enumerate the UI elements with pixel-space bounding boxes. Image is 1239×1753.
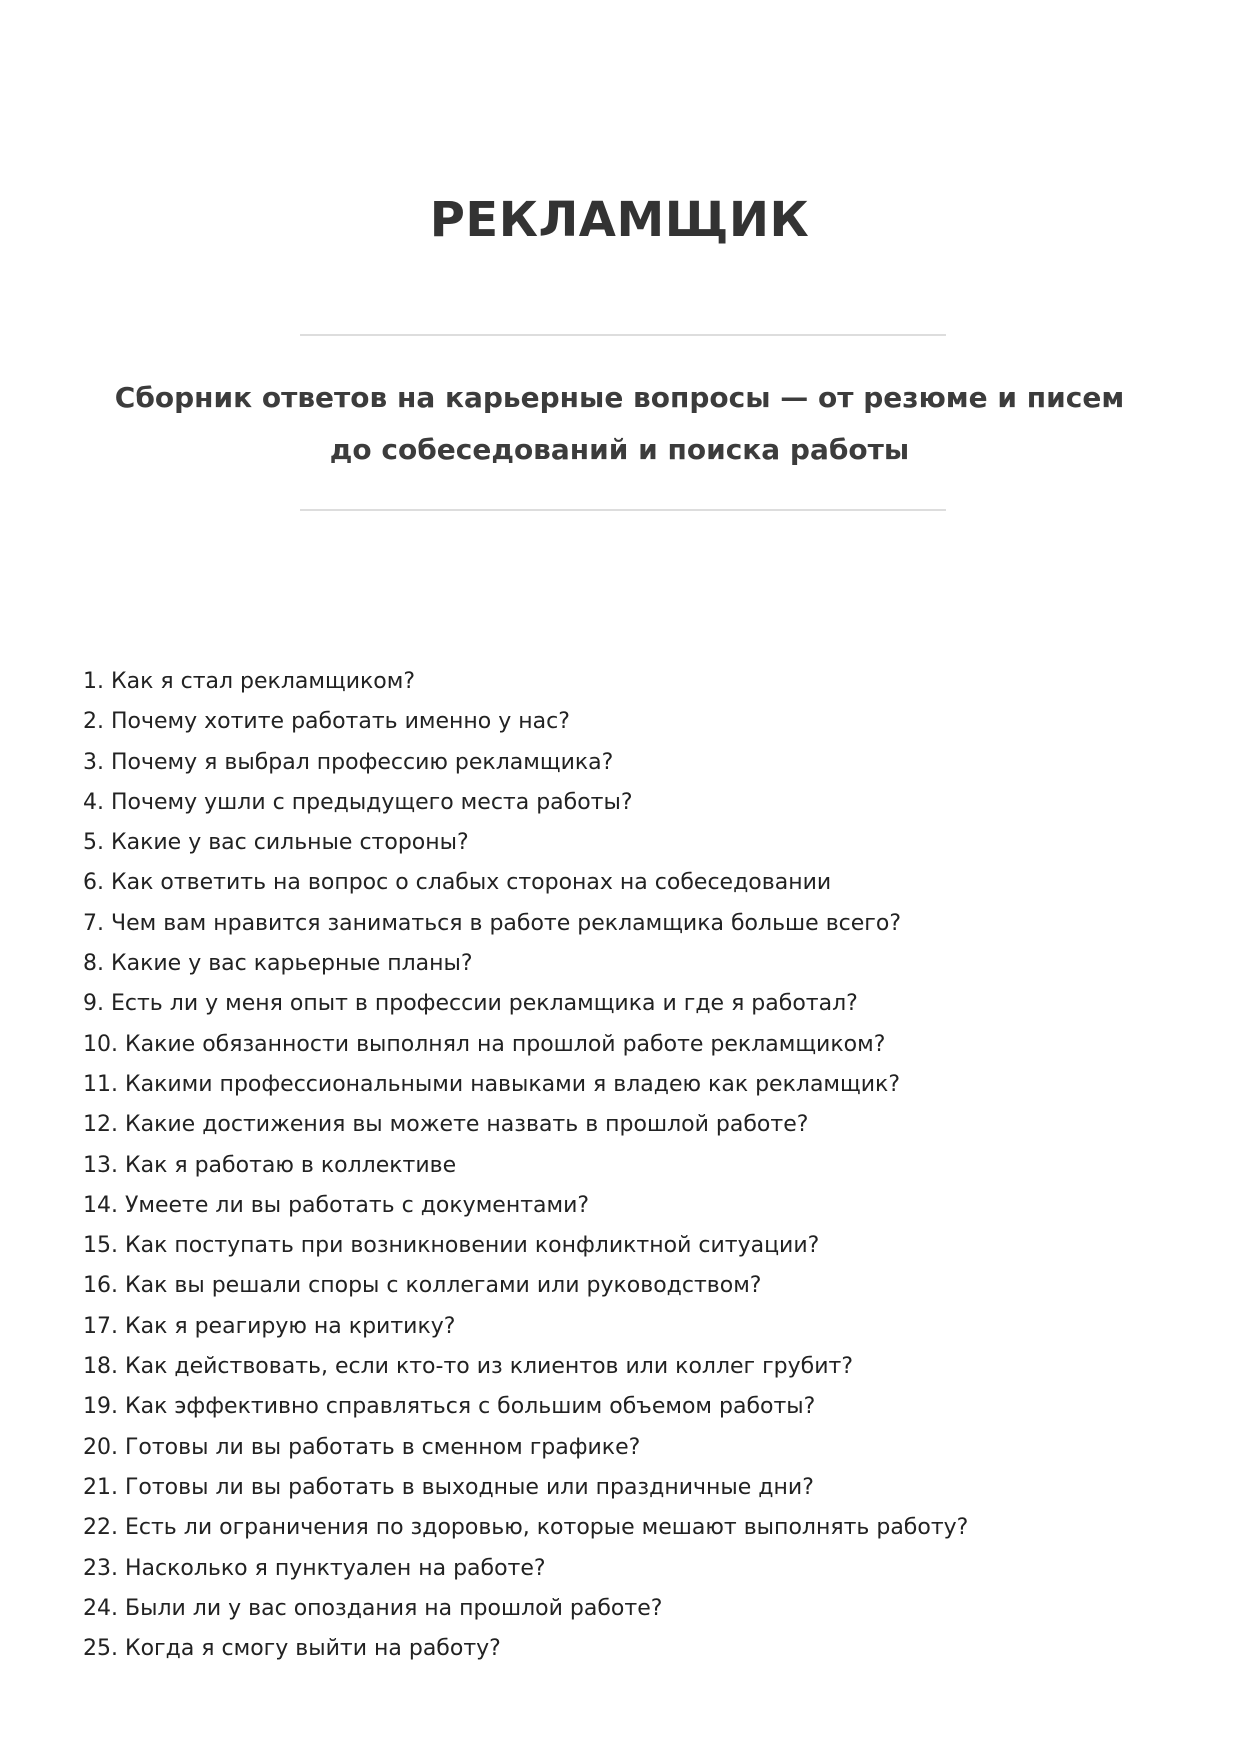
list-item: 18. Как действовать, если кто-то из клиентов или коллег грубит?: [83, 1354, 854, 1380]
top-divider: [300, 334, 946, 336]
list-item: 8. Какие у вас карьерные планы?: [83, 951, 473, 977]
page-subtitle: Сборник ответов на карьерные вопросы — от резюме и писем до собеседований и поиска работы: [114, 381, 1125, 466]
bottom-divider: [300, 509, 946, 511]
list-item: 5. Какие у вас сильные стороны?: [83, 830, 469, 856]
list-item: 9. Есть ли у меня опыт в профессии рекламщика и где я работал?: [83, 991, 858, 1017]
list-item: 20. Готовы ли вы работать в сменном графике?: [83, 1434, 641, 1460]
list-item: 1. Как я стал рекламщиком?: [83, 669, 416, 694]
list-item: 4. Почему ушли с предыдущего места работы?: [83, 789, 633, 815]
list-item: 17. Как я реагирую на критику?: [83, 1313, 456, 1339]
list-item: 19. Как эффективно справляться с большим объемом работы?: [83, 1394, 816, 1420]
list-item: 11. Какими профессиональными навыками я владею как рекламщик?: [83, 1071, 901, 1097]
page-title: РЕКЛАМЩИК: [429, 192, 810, 248]
list-item: 25. Когда я смогу выйти на работу?: [83, 1636, 501, 1662]
list-item: 14. Умеете ли вы работать с документами?: [83, 1192, 590, 1218]
list-item: 2. Почему хотите работать именно у нас?: [83, 709, 570, 735]
list-item: 24. Были ли у вас опоздания на прошлой работе?: [83, 1595, 663, 1621]
list-item: 23. Насколько я пунктуален на работе?: [83, 1555, 546, 1581]
list-item: 16. Как вы решали споры с коллегами или руководством?: [83, 1273, 762, 1299]
list-item: 12. Какие достижения вы можете назвать в прошлой работе?: [83, 1112, 809, 1138]
list-item: 15. Как поступать при возникновении конфликтной ситуации?: [83, 1233, 820, 1259]
list-item: 6. Как ответить на вопрос о слабых сторонах на собеседовании: [83, 870, 832, 896]
list-item: 10. Какие обязанности выполнял на прошлой работе рекламщиком?: [83, 1031, 886, 1057]
questions-list: [83, 662, 1163, 1669]
list-item: 7. Чем вам нравится заниматься в работе рекламщика больше всего?: [83, 910, 901, 936]
list-item: 3. Почему я выбрал профессию рекламщика?: [83, 749, 614, 775]
list-item: 21. Готовы ли вы работать в выходные или праздничные дни?: [83, 1474, 814, 1500]
list-item: 22. Есть ли ограничения по здоровью, которые мешают выполнять работу?: [83, 1515, 969, 1541]
list-item: 13. Как я работаю в коллективе: [83, 1152, 457, 1178]
